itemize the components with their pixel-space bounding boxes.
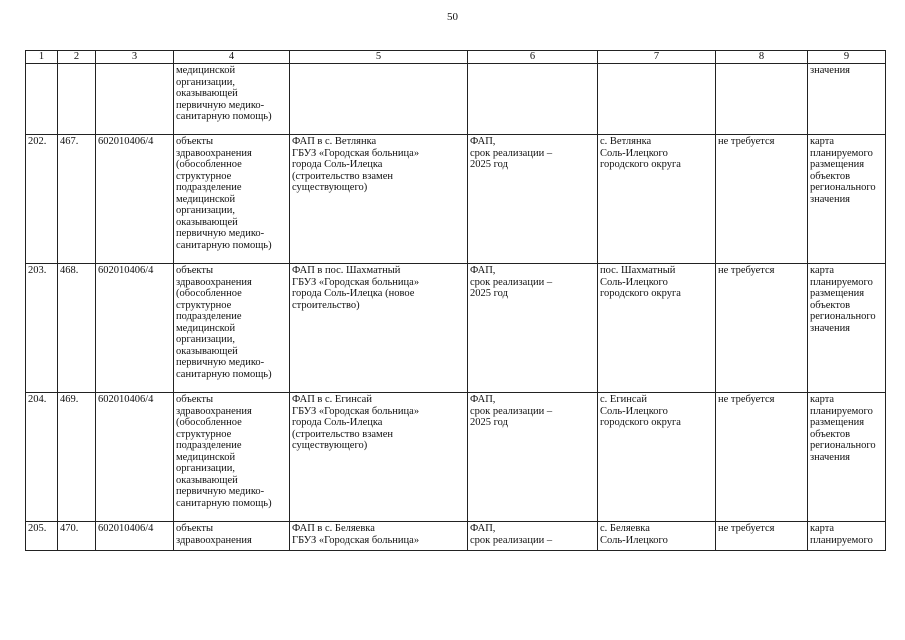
row-number-cell: [26, 264, 58, 393]
zone-cell: [716, 264, 808, 393]
cell-text: 602010406/4: [98, 523, 154, 534]
object-type-cell: [174, 522, 290, 551]
location-cell: [598, 393, 716, 522]
zone-cell: [716, 135, 808, 264]
column-header: 1: [26, 51, 58, 64]
cell-text: ФАП, срок реализации –: [470, 523, 553, 546]
cell-text: 468.: [60, 265, 79, 276]
cell-text: не требуется: [718, 523, 775, 534]
row-number-cell: [26, 135, 58, 264]
code-cell: [96, 522, 174, 551]
characteristics-cell: [468, 135, 598, 264]
column-header: 8: [716, 51, 808, 64]
cell-text: ФАП, срок реализации – 2025 год: [470, 136, 553, 170]
cell-text: объекты здравоохранения (обособленное структурное подразделение медицинской организации, оказывающей первичную медико- санитарную помощь): [176, 136, 272, 251]
cell-text: с. Егинсай Соль-Илецкого городского округа: [600, 394, 681, 428]
item-number-cell: [58, 522, 96, 551]
zone-cell: [716, 64, 808, 135]
map-reference-cell: [808, 135, 886, 264]
characteristics-cell: [468, 393, 598, 522]
map-reference-cell: [808, 393, 886, 522]
cell-text: объекты здравоохранения (обособленное структурное подразделение медицинской организации, оказывающей первичную медико- санитарную помощь): [176, 394, 272, 509]
document-table: [25, 50, 886, 551]
item-number-cell: [58, 264, 96, 393]
column-header: 7: [598, 51, 716, 64]
object-name-cell: [290, 135, 468, 264]
cell-text: 602010406/4: [98, 136, 154, 147]
item-number-cell: [58, 64, 96, 135]
code-cell: [96, 264, 174, 393]
page-number: 50: [447, 11, 458, 23]
characteristics-cell: [468, 64, 598, 135]
cell-text: карта планируемого: [810, 523, 873, 546]
cell-text: ФАП в с. Беляевка ГБУЗ «Городская больница»: [292, 523, 420, 546]
cell-text: 205.: [28, 523, 47, 534]
cell-text: ФАП, срок реализации – 2025 год: [470, 394, 553, 428]
map-reference-cell: [808, 522, 886, 551]
characteristics-cell: [468, 264, 598, 393]
object-type-cell: [174, 135, 290, 264]
location-cell: [598, 64, 716, 135]
location-cell: [598, 522, 716, 551]
map-reference-cell: [808, 64, 886, 135]
map-reference-cell: [808, 264, 886, 393]
cell-text: с. Беляевка Соль-Илецкого: [600, 523, 668, 546]
row-number-cell: [26, 393, 58, 522]
column-header: 4: [174, 51, 290, 64]
table-row: [26, 64, 886, 135]
object-name-cell: [290, 393, 468, 522]
item-number-cell: [58, 393, 96, 522]
column-header: 6: [468, 51, 598, 64]
item-number-cell: [58, 135, 96, 264]
cell-text: ФАП в с. Егинсай ГБУЗ «Городская больница» города Соль-Илецка (строительство взамен существующего): [292, 394, 420, 451]
code-cell: [96, 64, 174, 135]
cell-text: 202.: [28, 136, 47, 147]
object-name-cell: [290, 64, 468, 135]
cell-text: 467.: [60, 136, 79, 147]
cell-text: ФАП в с. Ветлянка ГБУЗ «Городская больница» города Соль-Илецка (строительство взамен существующего): [292, 136, 420, 193]
cell-text: пос. Шахматный Соль-Илецкого городского округа: [600, 265, 681, 299]
cell-text: не требуется: [718, 136, 775, 147]
cell-text: 602010406/4: [98, 265, 154, 276]
cell-text: карта планируемого размещения объектов регионального значения: [810, 394, 876, 463]
object-type-cell: [174, 393, 290, 522]
column-header: 2: [58, 51, 96, 64]
cell-text: медицинской организации, оказывающей первичную медико- санитарную помощь): [176, 65, 272, 122]
object-type-cell: [174, 64, 290, 135]
cell-text: не требуется: [718, 265, 775, 276]
object-name-cell: [290, 264, 468, 393]
table-row: [26, 135, 886, 264]
column-header: 3: [96, 51, 174, 64]
table-row: [26, 393, 886, 522]
cell-text: 204.: [28, 394, 47, 405]
table-row: [26, 522, 886, 551]
cell-text: объекты здравоохранения: [176, 523, 252, 546]
cell-text: карта планируемого размещения объектов регионального значения: [810, 136, 876, 205]
cell-text: 470.: [60, 523, 79, 534]
cell-text: 203.: [28, 265, 47, 276]
cell-text: не требуется: [718, 394, 775, 405]
cell-text: карта планируемого размещения объектов регионального значения: [810, 265, 876, 334]
cell-text: 602010406/4: [98, 394, 154, 405]
cell-text: объекты здравоохранения (обособленное структурное подразделение медицинской организации, оказывающей первичную медико- санитарную помощь): [176, 265, 272, 380]
cell-text: с. Ветлянка Соль-Илецкого городского округа: [600, 136, 681, 170]
location-cell: [598, 135, 716, 264]
table-body: [26, 64, 886, 551]
zone-cell: [716, 393, 808, 522]
row-number-cell: [26, 64, 58, 135]
zone-cell: [716, 522, 808, 551]
column-header: 5: [290, 51, 468, 64]
location-cell: [598, 264, 716, 393]
object-type-cell: [174, 264, 290, 393]
header-row: [26, 51, 886, 64]
characteristics-cell: [468, 522, 598, 551]
code-cell: [96, 135, 174, 264]
row-number-cell: [26, 522, 58, 551]
object-name-cell: [290, 522, 468, 551]
code-cell: [96, 393, 174, 522]
table-row: [26, 264, 886, 393]
cell-text: значения: [810, 65, 851, 76]
cell-text: 469.: [60, 394, 79, 405]
cell-text: ФАП в пос. Шахматный ГБУЗ «Городская больница» города Соль-Илецка (новое строительство): [292, 265, 420, 311]
column-header: 9: [808, 51, 886, 64]
cell-text: ФАП, срок реализации – 2025 год: [470, 265, 553, 299]
